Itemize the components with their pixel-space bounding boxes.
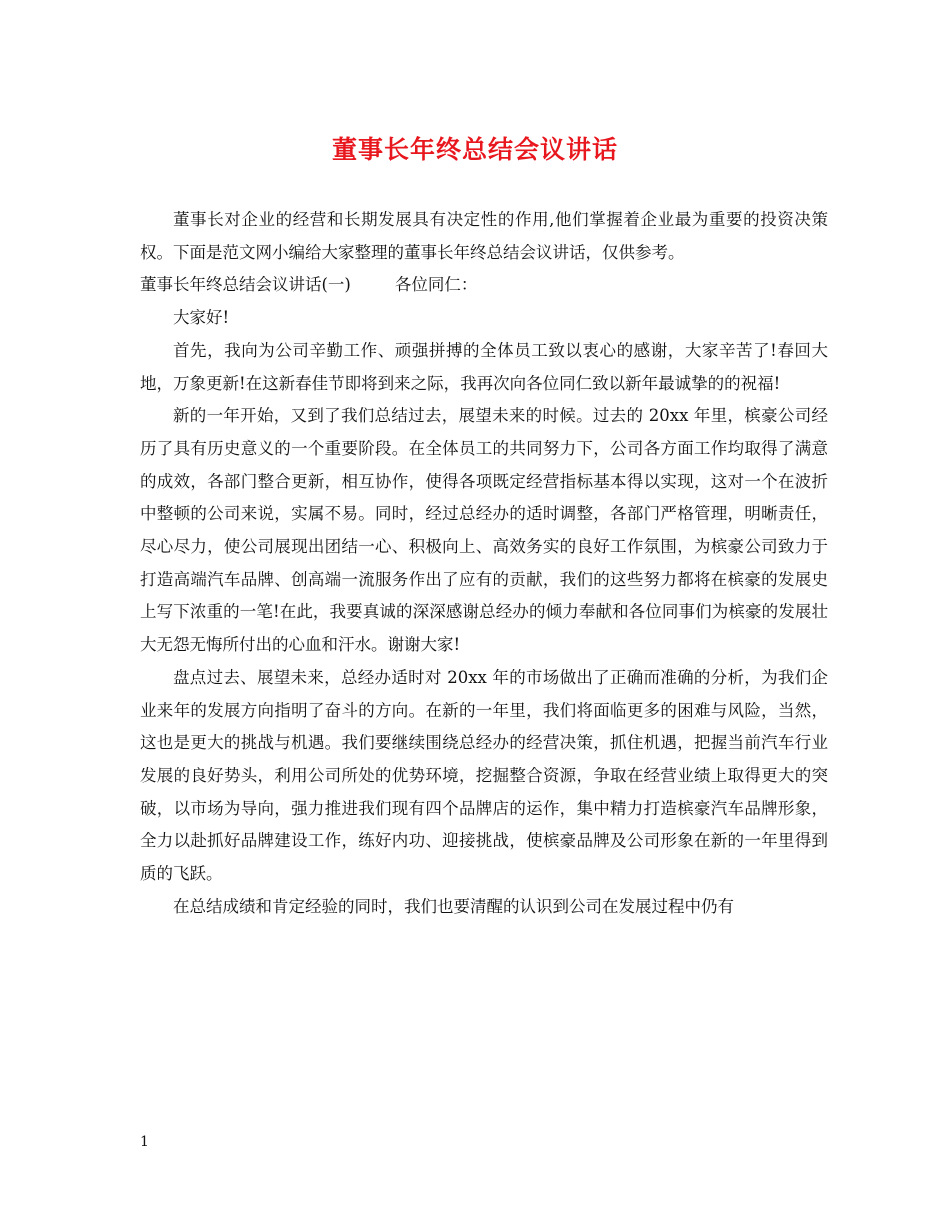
speech-sub-heading: 董事长年终总结会议讲话(一) <box>140 275 351 295</box>
body-paragraph: 新的一年开始，又到了我们总结过去，展望未来的时候。过去的 20xx 年里，槟豪公司经历了具有历史意义的一个重要阶段。在全体员工的共同努力下，公司各方面工作均取得了满意的成效，各部门整合更新，相互协作，使得各项既定经营指标基本得以实现，这对一个在波折中整顿的公司来说，实属不易。同时，经过总经办的适时调整，各部门严格管理，明晰责任，尽心尽力，使公司展现出团结一心、积极向上、高效务实的良好工作氛围，为槟豪公司致力于打造高端汽车品牌、创高端一流服务作出了应有的贡献，我们的这些努力都将在槟豪的发展史上写下浓重的一笔!在此，我要真诚的深深感谢总经办的倾力奉献和各位同事们为槟豪的发展壮大无怨无悔所付出的心血和汗水。谢谢大家! <box>140 406 828 655</box>
intro-paragraph: 董事长对企业的经营和长期发展具有决定性的作用,他们掌握着企业最为重要的投资决策权。下面是范文网小编给大家整理的董事长年终总结会议讲话，仅供参考。 <box>140 210 828 262</box>
body-paragraph: 首先，我向为公司辛勤工作、顽强拼搏的全体员工致以衷心的感谢，大家辛苦了!春回大地，万象更新!在这新春佳节即将到来之际，我再次向各位同仁致以新年最诚挚的的祝福! <box>140 340 828 393</box>
body-paragraph: 在总结成绩和肯定经验的同时，我们也要清醒的认识到公司在发展过程中仍有 <box>173 896 734 916</box>
document-title: 董事长年终总结会议讲话 <box>331 135 618 164</box>
speech-heading-line <box>140 269 828 302</box>
body-paragraph: 盘点过去、展望未来，总经办适时对 20xx 年的市场做出了正确而准确的分析，为我们企业来年的发展方向指明了奋斗的方向。在新的一年里，我们将面临更多的困难与风险，当然，这也是更大的挑战与机遇。我们要继续围绕总经办的经营决策，抓住机遇，把握当前汽车行业发展的良好势头，利用公司所处的优势环境，挖掘整合资源，争取在经营业绩上取得更大的突破，以市场为导向，强力推进我们现有四个品牌店的运作，集中精力打造槟豪汽车品牌形象，全力以赴抓好品牌建设工作，练好内功、迎接挑战，使槟豪品牌及公司形象在新的一年里得到质的飞跃。 <box>140 667 828 884</box>
salutation: 各位同仁： <box>394 275 478 295</box>
page-number: 1 <box>140 1134 149 1150</box>
greeting-paragraph: 大家好! <box>173 308 230 328</box>
document-body <box>140 204 828 923</box>
